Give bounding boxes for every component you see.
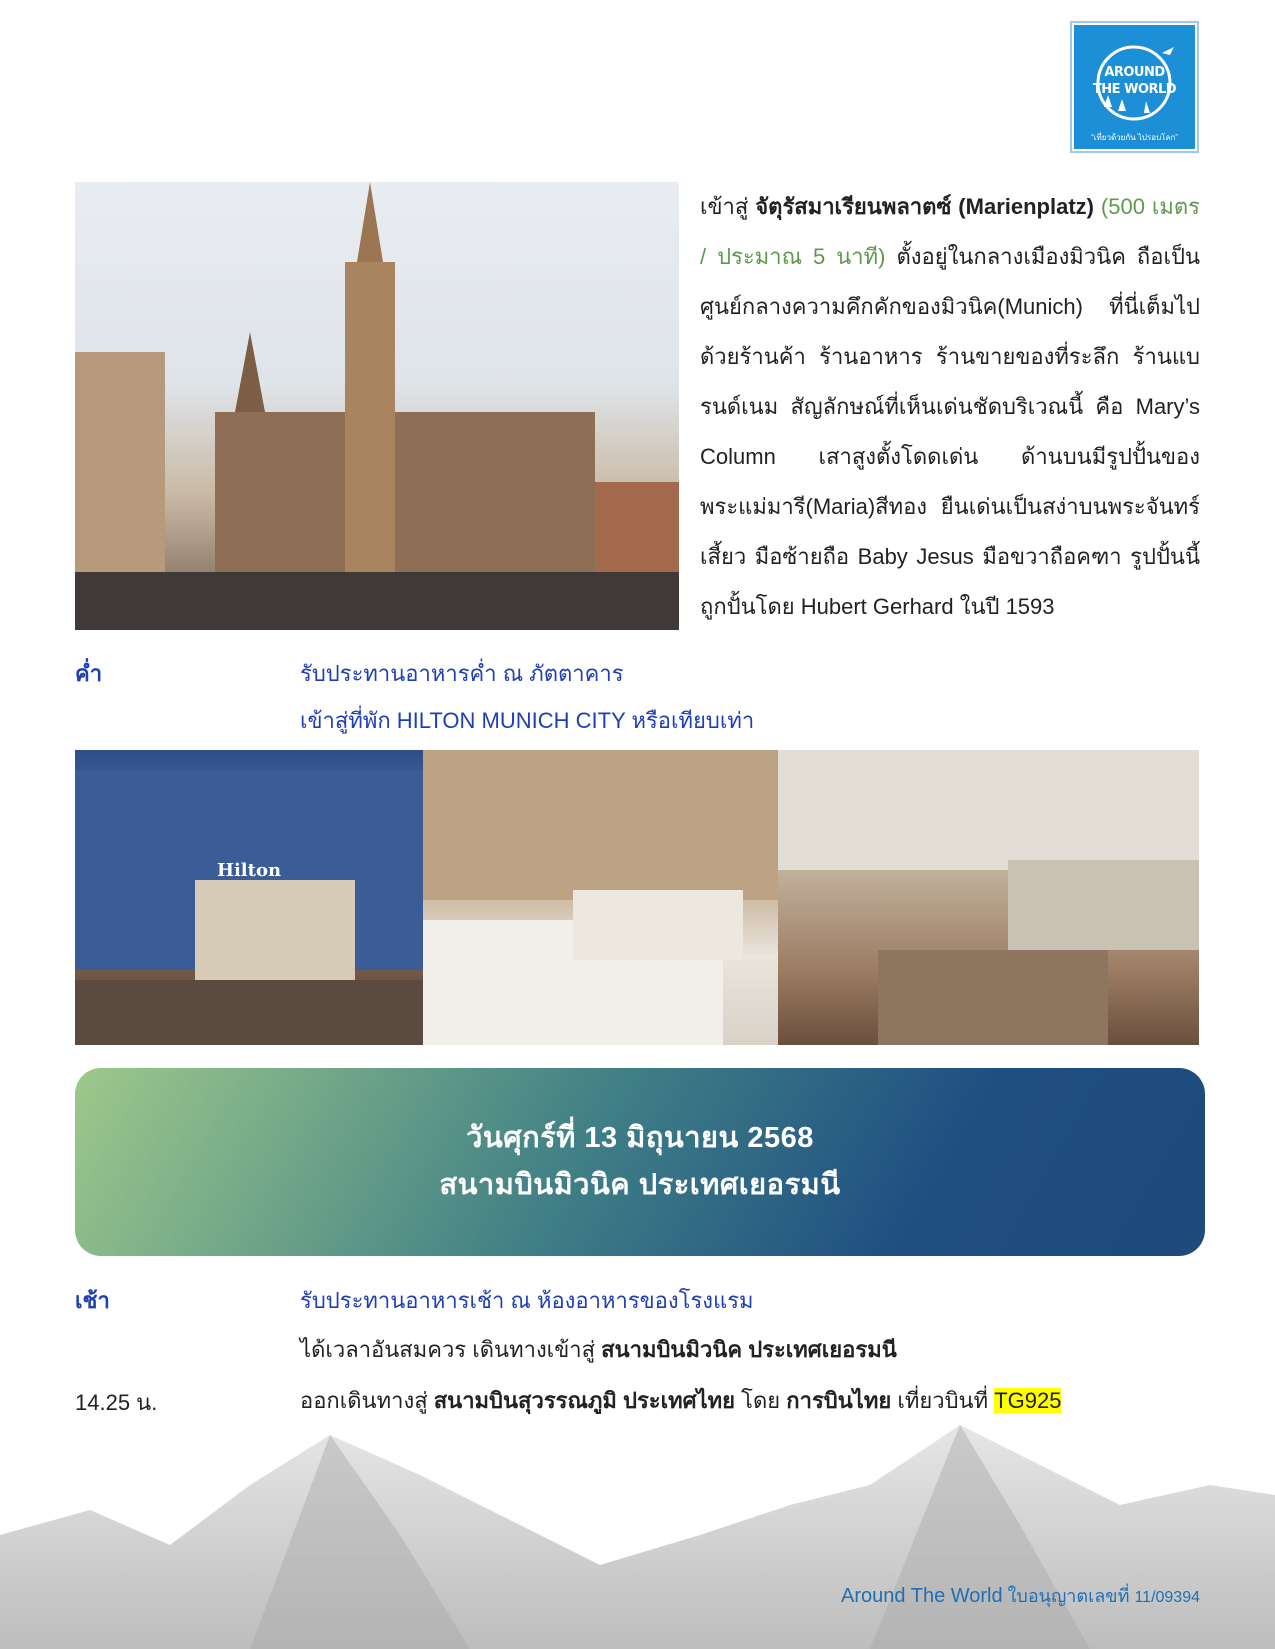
desc-body: ตั้งอยู่ในกลางเมืองมิวนิค ถือเป็นศูนย์กลางความคึกคักของมิวนิค(Munich) ที่นี่เต็มไปด้วยร้านค้า ร้านอาหาร ร้านขายของที่ระลึก ร้านแบรนด์เนม สัญลักษณ์ที่เห็นเด่นชัดบริเวณนี้ คือ Mary’s Column เสาสูงตั้งโดดเด่น ด้านบนมีรูปปั้นของพระแม่มารี(Maria)สีทอง ยืนเด่นเป็นสง่าบนพระจันทร์เสี้ยว มือซ้ายถือ Baby Jesus มือขวาถือคฑา รูปปั้นนี้ถูกปั้นโดย Hubert Gerhard ในปี 1593 [700,244,1200,619]
flight-prefix: ออกเดินทางสู่ [300,1388,434,1413]
company-logo [1070,21,1199,153]
flight-number: TG925 [994,1388,1062,1413]
logo-line-2: THE WORLD [1092,82,1177,97]
airport-transfer-line [300,1332,897,1367]
dinner-label: ค่ำ [75,661,103,686]
flight-destination: สนามบินสุวรรณภูมิ ประเทศไทย [433,1388,736,1413]
footer-license-label: ใบอนุญาตเลขที่ [1002,1586,1135,1606]
day-header-banner [75,1068,1205,1256]
hotel-exterior-photo [75,750,423,1045]
airline-name: การบินไทย [786,1388,892,1413]
logo-line-1: AROUND [1104,65,1165,80]
flight-by: โดย [735,1388,787,1413]
breakfast-text: รับประทานอาหารเช้า ณ ห้องอาหารของโรงแรม [300,1288,754,1313]
footer-license-number: 11/09394 [1134,1589,1200,1606]
flight-time: 14.25 น. [75,1390,158,1415]
footer-company: Around The World [841,1585,1003,1607]
desc-intro: เข้าสู่ [700,194,756,219]
hotel-checkin: เข้าสู่ที่พัก HILTON MUNICH CITY หรือเทียบเท่า [300,708,755,733]
morning-label: เช้า [75,1288,110,1313]
transfer-prefix: ได้เวลาอันสมควร เดินทางเข้าสู่ [300,1337,602,1362]
desc-distance: (500 เมตร / ประมาณ 5 นาที) [700,194,1200,269]
flight-number-prefix: เที่ยวบินที่ [891,1388,995,1413]
day-location: สนามบินมิวนิค ประเทศเยอรมนี [439,1169,841,1201]
transfer-destination: สนามบินมิวนิค ประเทศเยอรมนี [601,1337,897,1362]
dinner-meal: รับประทานอาหารค่ำ ณ ภัตตาคาร [300,661,624,686]
day-date: วันศุกร์ที่ 13 มิถุนายน 2568 [466,1122,814,1154]
hotel-room-photo [423,750,778,1045]
hotel-lounge-photo [778,750,1199,1045]
town-hall-illustration [75,182,679,630]
desc-place: จัตุรัสมาเรียนพลาตซ์ (Marienplatz) [755,194,1094,219]
flight-line [300,1383,1061,1418]
logo-tagline: “เที่ยวด้วยกัน ไปรอบโลก” [1091,133,1178,142]
mountain-decoration [0,1415,1275,1649]
marienplatz-photo [75,182,679,630]
hilton-sign: Hilton [216,860,282,881]
marienplatz-description [700,182,1200,632]
footer-license [841,1581,1200,1610]
